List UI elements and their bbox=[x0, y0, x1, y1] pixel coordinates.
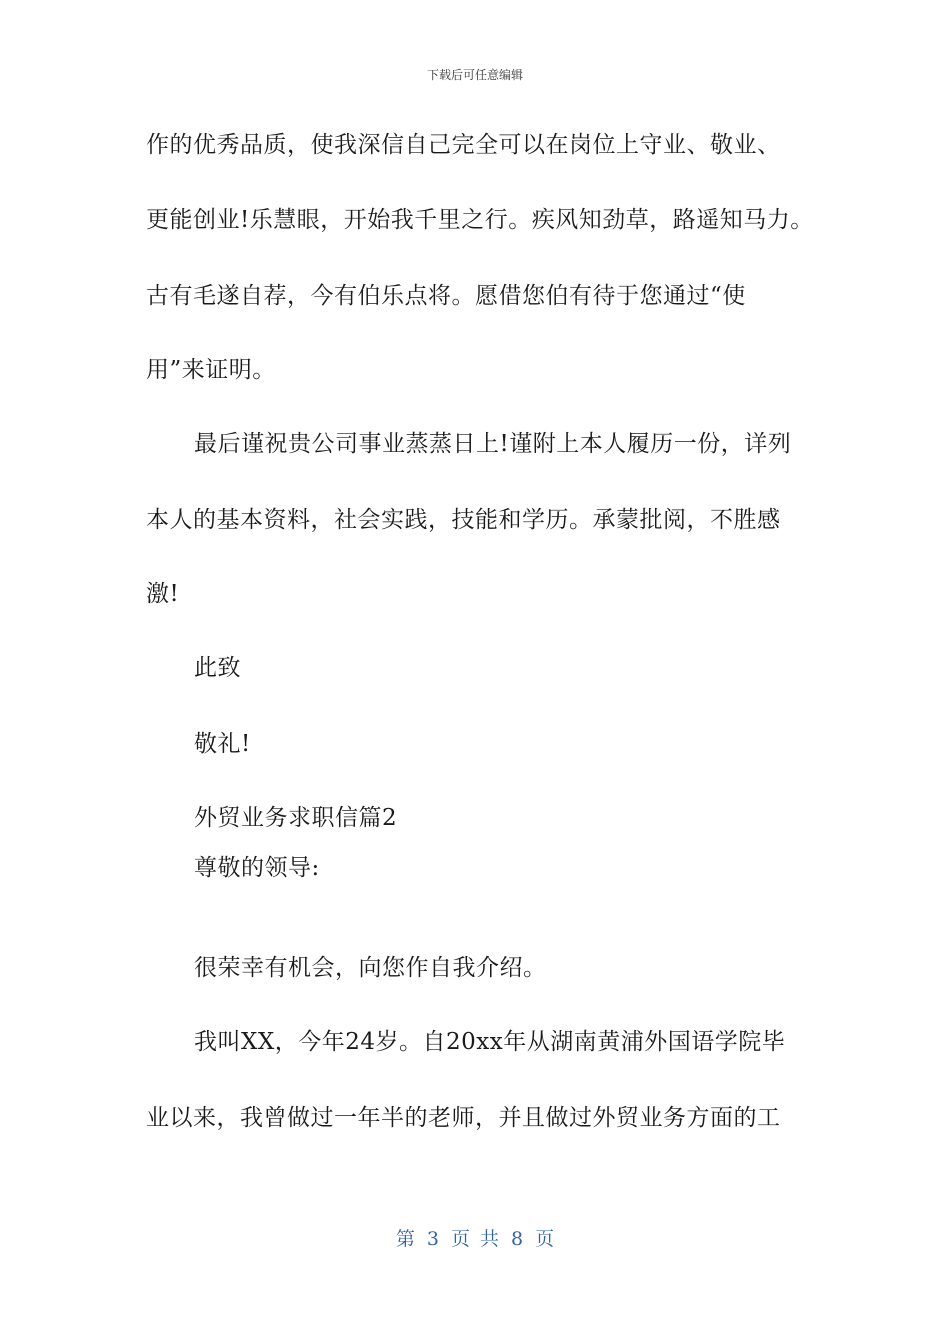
paragraph-line: 我叫XX，今年24岁。自20xx年从湖南黄浦外国语学院毕 bbox=[194, 1029, 786, 1055]
footer-total-pages: 8 bbox=[511, 1228, 524, 1250]
paragraph-line: 很荣幸有机会，向您作自我介绍。 bbox=[194, 955, 547, 981]
paragraph-line: 激! bbox=[146, 581, 180, 607]
page-header: 下载后可任意编辑 bbox=[426, 68, 523, 82]
footer-suffix: 页 bbox=[535, 1228, 555, 1250]
greeting-line: 尊敬的领导: bbox=[194, 855, 320, 881]
paragraph-line: 古有毛遂自荐，今有伯乐点将。愿借您伯有待于您通过“使 bbox=[146, 283, 746, 309]
salutation-line: 敬礼! bbox=[194, 731, 251, 757]
paragraph-line: 更能创业!乐慧眼，开始我千里之行。疾风知劲草，路遥知马力。 bbox=[146, 207, 814, 233]
footer-prefix: 第 bbox=[395, 1228, 415, 1250]
paragraph-line: 最后谨祝贵公司事业蒸蒸日上!谨附上本人履历一份，详列 bbox=[194, 431, 792, 457]
section-heading: 外贸业务求职信篇2 bbox=[194, 805, 398, 831]
paragraph-line: 作的优秀品质，使我深信自己完全可以在岗位上守业、敬业、 bbox=[146, 132, 781, 158]
paragraph-line: 用”来证明。 bbox=[146, 357, 276, 383]
footer-page-number: 3 bbox=[426, 1228, 439, 1250]
closing-line: 此致 bbox=[194, 655, 241, 681]
page-footer bbox=[0, 1224, 950, 1251]
paragraph-line: 业以来，我曾做过一年半的老师，并且做过外贸业务方面的工 bbox=[146, 1105, 781, 1131]
footer-middle: 页 共 bbox=[450, 1228, 500, 1250]
paragraph-line: 本人的基本资料，社会实践，技能和学历。承蒙批阅，不胜感 bbox=[146, 507, 781, 533]
